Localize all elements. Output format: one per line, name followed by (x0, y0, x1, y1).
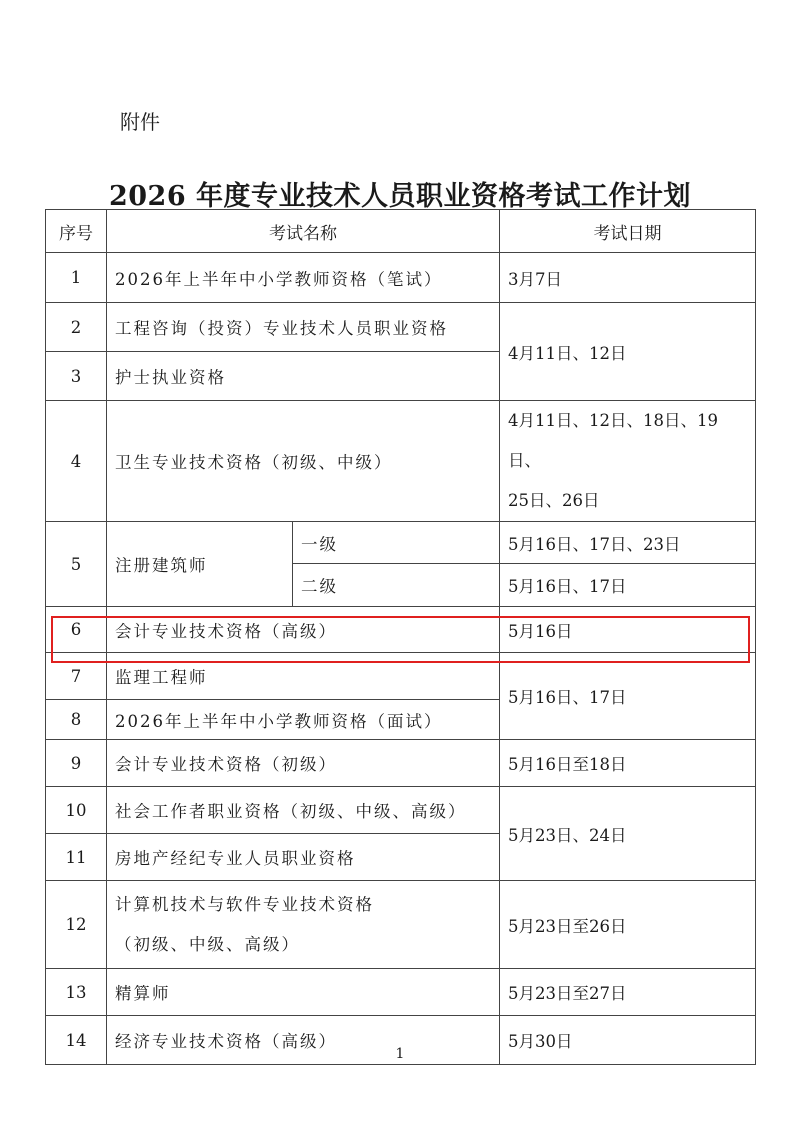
page-title: 2026 年度专业技术人员职业资格考试工作计划 (108, 181, 692, 212)
exam-name: 会计专业技术资格（初级） (107, 740, 500, 787)
row-number: 5 (46, 522, 107, 607)
exam-date: 3月7日 (500, 253, 756, 303)
exam-name: 注册建筑师 (107, 522, 293, 607)
row-number: 10 (46, 787, 107, 834)
exam-name: 卫生专业技术资格（初级、中级） (107, 401, 500, 522)
table-row (46, 740, 756, 787)
row-number: 1 (46, 253, 107, 303)
exam-date: 5月16日 (500, 607, 756, 653)
exam-name: 社会工作者职业资格（初级、中级、高级） (107, 787, 500, 834)
exam-name: 护士执业资格 (107, 352, 500, 401)
exam-name: 2026年上半年中小学教师资格（面试） (107, 700, 500, 740)
page-number: 1 (395, 1046, 405, 1062)
column-header-exam-name: 考试名称 (107, 210, 500, 253)
exam-date: 5月16日、17日、23日 (500, 522, 756, 564)
row-number: 11 (46, 834, 107, 881)
row-number: 13 (46, 969, 107, 1016)
exam-name: 会计专业技术资格（高级） (107, 607, 500, 653)
row-number: 12 (46, 881, 107, 969)
table-row (46, 401, 756, 522)
row-number: 14 (46, 1016, 107, 1065)
exam-name: 精算师 (107, 969, 500, 1016)
exam-level: 一级 (293, 522, 500, 564)
row-number: 6 (46, 607, 107, 653)
exam-name (107, 881, 500, 969)
attachment-label: 附件 (120, 110, 160, 134)
table-header-row (46, 210, 756, 253)
exam-date-line: 4月11日、12日、18日、19日、 (508, 411, 718, 470)
table-row (46, 303, 756, 352)
exam-name: 经济专业技术资格（高级） (107, 1016, 500, 1065)
row-number: 9 (46, 740, 107, 787)
table-row (46, 607, 756, 653)
row-number: 4 (46, 401, 107, 522)
column-header-number: 序号 (46, 210, 107, 253)
table-row (46, 522, 756, 564)
exam-date: 5月16日、17日 (500, 653, 756, 740)
table-row (46, 653, 756, 700)
exam-schedule-table (45, 209, 756, 1065)
table-row (46, 787, 756, 834)
column-header-exam-date: 考试日期 (500, 210, 756, 253)
exam-name: 监理工程师 (107, 653, 500, 700)
exam-name: 工程咨询（投资）专业技术人员职业资格 (107, 303, 500, 352)
exam-date (500, 401, 756, 522)
row-number: 8 (46, 700, 107, 740)
exam-date: 5月16日至18日 (500, 740, 756, 787)
row-number: 3 (46, 352, 107, 401)
exam-date: 5月23日、24日 (500, 787, 756, 881)
exam-date: 4月11日、12日 (500, 303, 756, 401)
exam-name: 房地产经纪专业人员职业资格 (107, 834, 500, 881)
exam-name: 2026年上半年中小学教师资格（笔试） (107, 253, 500, 303)
row-number: 2 (46, 303, 107, 352)
row-number: 7 (46, 653, 107, 700)
exam-date-line: 25日、26日 (508, 491, 600, 510)
exam-name-line: 计算机技术与软件专业技术资格 (115, 894, 374, 914)
exam-date: 5月16日、17日 (500, 564, 756, 607)
table-row (46, 969, 756, 1016)
exam-date: 5月30日 (500, 1016, 756, 1065)
exam-date: 5月23日至26日 (500, 881, 756, 969)
table-row (46, 253, 756, 303)
exam-date: 5月23日至27日 (500, 969, 756, 1016)
exam-name-line: （初级、中级、高级） (115, 934, 300, 954)
table-row (46, 881, 756, 969)
exam-level: 二级 (293, 564, 500, 607)
